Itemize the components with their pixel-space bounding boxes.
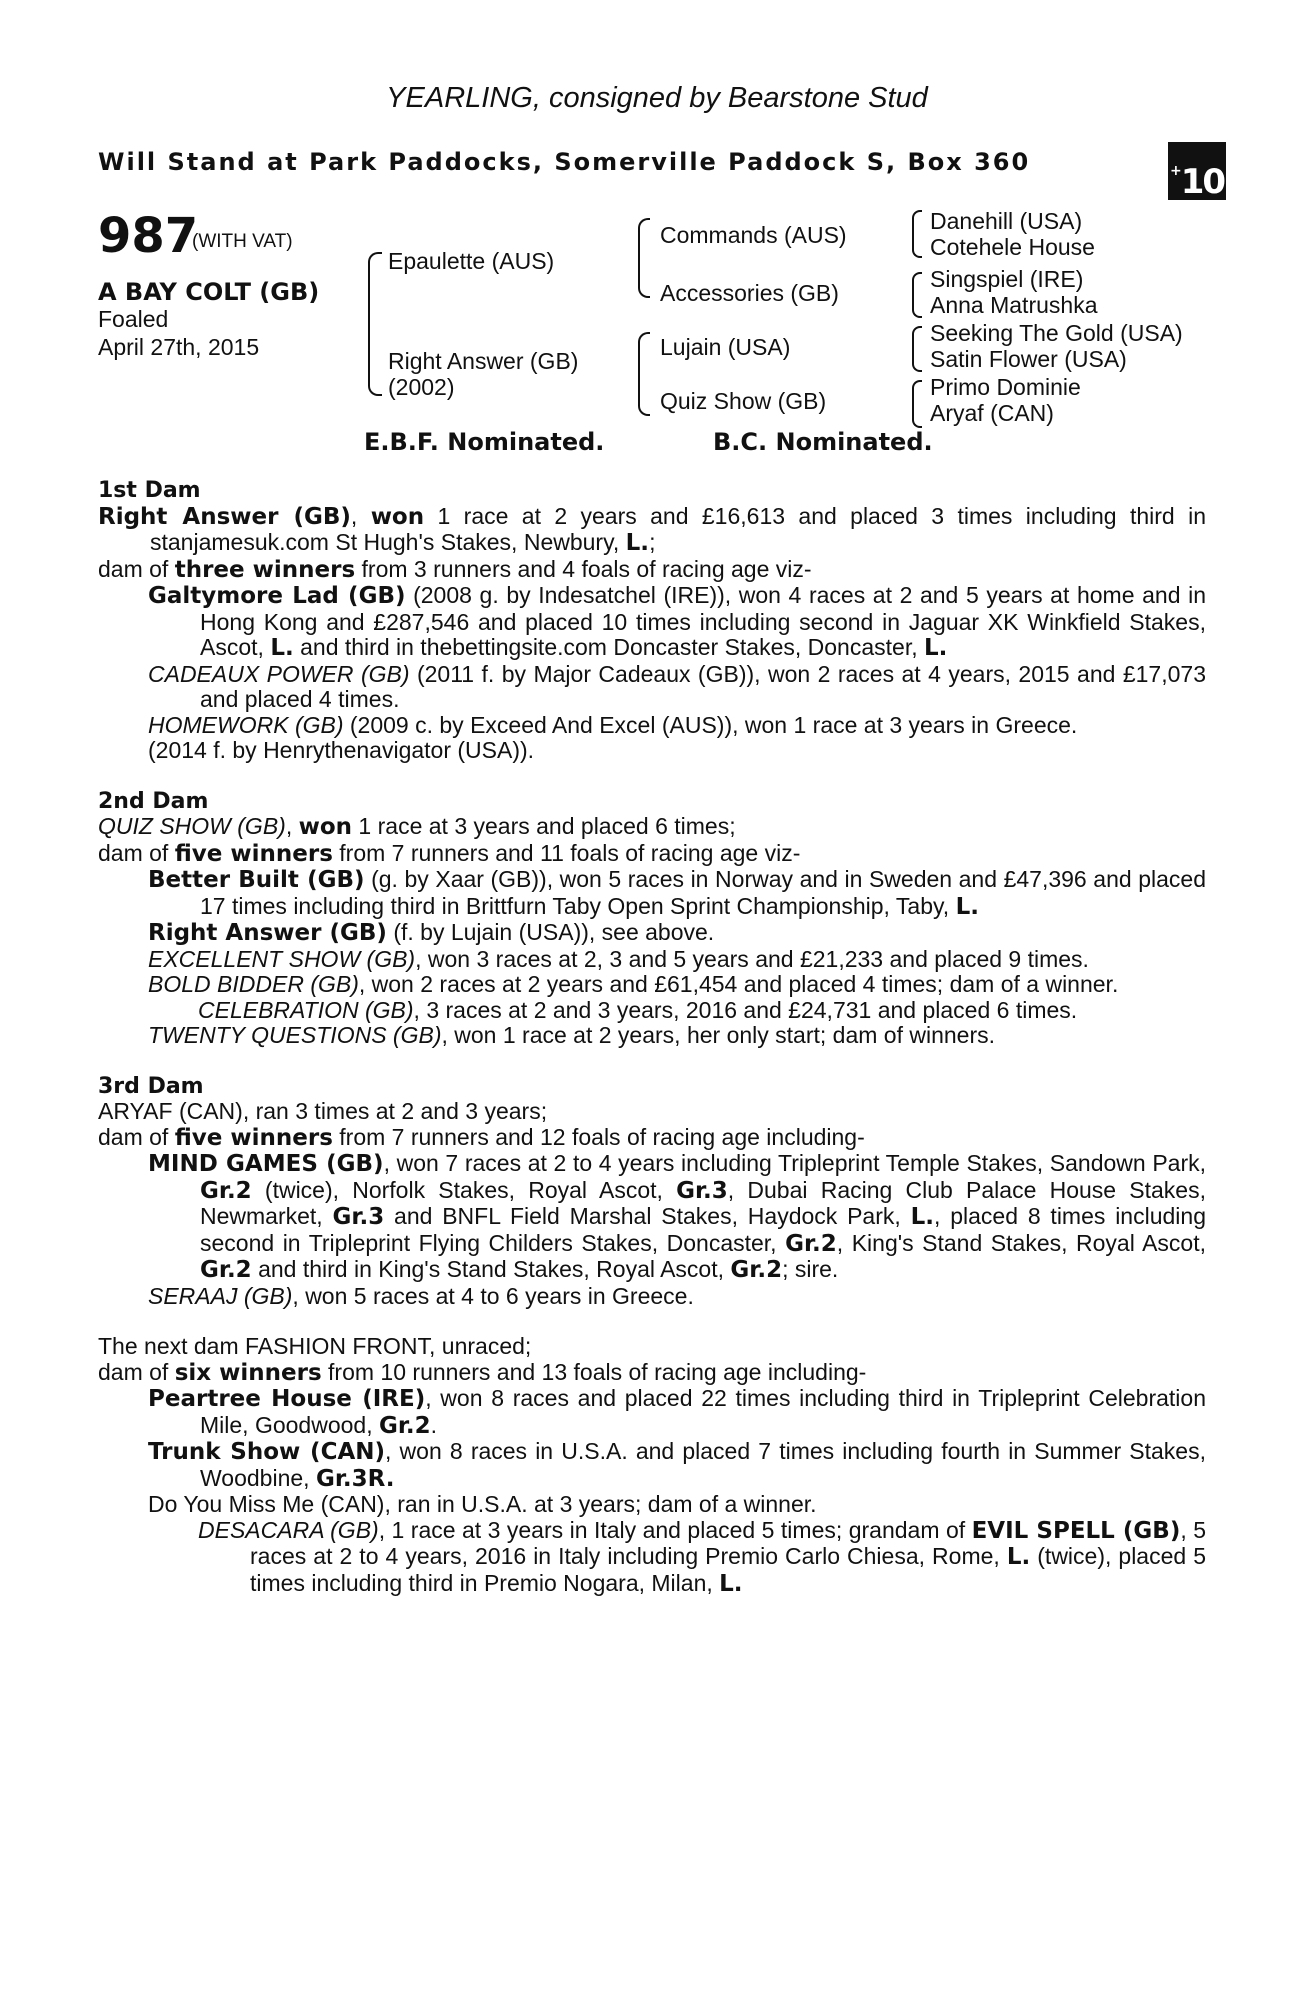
second-dam-heading: 2nd Dam	[98, 788, 209, 814]
first-dam-end: ;	[649, 529, 656, 555]
second-dam-offspring-5	[98, 1023, 1206, 1049]
catalogue-body	[98, 478, 1206, 1597]
offspring-name: Better Built (GB)	[148, 867, 365, 893]
first-dam-produce-summary	[98, 557, 1206, 584]
pedigree-brace-main	[368, 252, 382, 396]
offspring-text: , 1 race at 3 years in Italy and placed 5 times; grandam of	[378, 1516, 972, 1543]
pedigree-brace-g2	[912, 272, 922, 318]
offspring-text: (twice), placed 5 times including third in Premio Nogara, Milan,	[250, 1543, 1207, 1596]
ebf-nominated: E.B.F. Nominated.	[364, 428, 605, 456]
group-grade: Gr.2	[200, 1257, 252, 1283]
offspring-text: (f. by Lujain (USA)), see above.	[386, 919, 715, 945]
pedigree-g4: Anna Matrushka	[930, 292, 1098, 318]
offspring-text: , Dubai Racing Club Palace House Stakes, Newmarket,	[200, 1176, 1206, 1229]
pedigree-g2: Cotehele House	[930, 234, 1095, 260]
offspring-listed-2: L.	[924, 635, 948, 661]
offspring-name: Right Answer (GB)	[148, 920, 387, 946]
group-grade: Gr.2	[378, 1412, 431, 1439]
second-dam-summary-a: dam of	[98, 839, 175, 866]
offspring-text: and third in King's Stand Stakes, Royal Ascot,	[251, 1256, 731, 1282]
first-dam-offspring-3	[98, 713, 1206, 739]
offspring-listed: L.	[955, 893, 979, 920]
first-dam-sep: ,	[350, 502, 371, 529]
fourth-dam-summary-winners: six winners	[174, 1359, 322, 1386]
second-dam-name: QUIZ SHOW (GB)	[98, 813, 286, 839]
second-dam-produce-summary	[98, 841, 1206, 868]
second-dam-offspring-2	[98, 920, 1206, 947]
logo-plus: +	[1169, 163, 1180, 179]
third-dam-record: ARYAF (CAN), ran 3 times at 2 and 3 years;	[98, 1098, 548, 1124]
second-dam-offspring-4	[98, 972, 1206, 998]
offspring-text: and BNFL Field Marshal Stakes, Haydock Park,	[384, 1203, 911, 1229]
second-dam-offspring-1	[98, 867, 1206, 920]
group-grade: Gr.3	[676, 1177, 728, 1204]
second-dam-won: won	[298, 814, 353, 840]
fourth-dam-grand-offspring	[98, 1518, 1206, 1598]
offspring-text: , won 2 races at 2 years and £61,454 and placed 4 times; dam of a winner.	[358, 971, 1119, 997]
lot-description: A BAY COLT (GB)	[98, 278, 320, 306]
second-dam-grand-offspring	[98, 998, 1206, 1024]
second-dam-summary-winners: five winners	[174, 840, 333, 867]
offspring-text-2: and third in thebettingsite.com Doncaster Stakes, Doncaster,	[293, 634, 924, 660]
first-dam-won: won	[370, 503, 425, 530]
pedigree-brace-g1	[912, 210, 922, 258]
offspring-name: Peartree House (IRE)	[148, 1386, 426, 1412]
pedigree-dam: Right Answer (GB)	[388, 348, 579, 374]
second-dam-offspring-3	[98, 947, 1206, 973]
lot-number: 987	[98, 208, 199, 264]
third-dam-summary-winners: five winners	[174, 1124, 333, 1151]
fourth-dam-offspring-2	[98, 1439, 1206, 1492]
first-dam-offspring-1	[98, 583, 1206, 662]
pedigree-g7: Primo Dominie	[930, 374, 1081, 400]
offspring-name: SERAAJ (GB)	[148, 1282, 293, 1309]
pedigree-g8: Aryaf (CAN)	[930, 400, 1054, 426]
offspring-name: Galtymore Lad (GB)	[148, 583, 406, 609]
first-dam-summary-winners: three winners	[174, 556, 356, 583]
offspring-listed: L.	[910, 1204, 935, 1230]
first-dam-heading: 1st Dam	[98, 478, 201, 503]
pedigree-g6: Satin Flower (USA)	[930, 346, 1127, 372]
first-dam-listed: L.	[625, 530, 650, 556]
offspring-text: ; sire.	[782, 1256, 839, 1282]
offspring-text: (twice), Norfolk Stakes, Royal Ascot,	[251, 1176, 677, 1203]
group-grade: Gr.3R.	[315, 1465, 395, 1492]
fourth-dam-summary-c: from 10 runners and 13 foals of racing age including-	[321, 1358, 867, 1385]
offspring-name: BOLD BIDDER (GB)	[148, 971, 359, 997]
offspring-highlight: EVIL SPELL (GB)	[971, 1517, 1181, 1544]
first-dam-summary-a: dam of	[98, 555, 175, 582]
fourth-dam-record: The next dam FASHION FRONT, unraced;	[98, 1333, 532, 1359]
fourth-dam-summary-a: dam of	[98, 1358, 175, 1385]
offspring-text: , placed 8 times including second in Tripleprint Flying Childers Stakes, Doncaster,	[200, 1203, 1206, 1256]
third-dam-summary-a: dam of	[98, 1123, 175, 1150]
offspring-text: (2011 f. by Major Cadeaux (GB)), won 2 races at 4 years, 2015 and £17,073 and placed 4 times.	[200, 660, 1206, 712]
group-grade: Gr.2	[730, 1257, 783, 1283]
pedigree-sire-dam: Accessories (GB)	[660, 280, 839, 306]
third-dam-summary-c: from 7 runners and 12 foals of racing age including-	[332, 1123, 865, 1150]
first-dam-text: 1 race at 2 years and £16,613 and placed 3 times including third in stanjamesuk.com St Hugh's Stakes, Newbury,	[150, 502, 1206, 555]
pedigree-dam-sire: Lujain (USA)	[660, 334, 791, 360]
pedigree-brace-g3	[912, 326, 922, 372]
offspring-name: EXCELLENT SHOW (GB)	[148, 945, 416, 972]
offspring-name: MIND GAMES (GB)	[148, 1151, 384, 1177]
pedigree-g3: Singspiel (IRE)	[930, 266, 1084, 292]
offspring-text: (g. by Xaar (GB)), won 5 races in Norway and in Sweden and £47,396 and placed 17 times including third in Brittfurn Taby Open Sprint Championship, Taby,	[200, 866, 1206, 919]
offspring-text: , won 3 races at 2, 3 and 5 years and £21,233 and placed 9 times.	[415, 945, 1089, 972]
group-grade: Gr.3	[332, 1204, 385, 1230]
group-grade: Gr.2	[200, 1177, 252, 1204]
offspring-text: , won 7 races at 2 to 4 years including Tripleprint Temple Stakes, Sandown Park,	[383, 1150, 1206, 1176]
logo-text: 10	[1180, 162, 1225, 202]
fourth-dam-produce-summary	[98, 1360, 1206, 1387]
vat-note: (WITH VAT)	[192, 231, 293, 252]
foaled-label: Foaled	[98, 306, 169, 332]
offspring-listed: L.	[719, 1570, 743, 1597]
first-dam-offspring-4: (2014 f. by Henrythenavigator (USA)).	[148, 737, 535, 763]
pedigree-g1: Danehill (USA)	[930, 208, 1083, 234]
pedigree-dam-year: (2002)	[388, 374, 455, 400]
second-dam-summary-c: from 7 runners and 11 foals of racing age viz-	[332, 839, 801, 866]
offspring-text: , won 1 race at 2 years, her only start; dam of winners.	[441, 1022, 996, 1048]
offspring-text: , won 8 races in U.S.A. and placed 7 times including fourth in Summer Stakes, Woodbine,	[200, 1438, 1206, 1491]
third-dam-offspring-1	[98, 1151, 1206, 1284]
third-dam-heading: 3rd Dam	[98, 1073, 204, 1099]
bc-nominated: B.C. Nominated.	[713, 428, 933, 456]
pedigree-dam-dam: Quiz Show (GB)	[660, 388, 827, 414]
pedigree-sire: Epaulette (AUS)	[388, 248, 555, 274]
third-dam-produce-summary	[98, 1125, 1206, 1152]
second-dam-record	[98, 814, 1206, 841]
offspring-listed: L.	[1006, 1544, 1031, 1570]
first-dam-name: Right Answer (GB)	[98, 503, 351, 530]
sale-heading: YEARLING, consigned by Bearstone Stud	[386, 82, 928, 114]
second-dam-sep: ,	[285, 813, 299, 839]
pedigree-brace-sire	[638, 218, 650, 298]
offspring-text: , King's Stand Stakes, Royal Ascot,	[836, 1229, 1206, 1256]
pedigree-brace-dam	[638, 332, 650, 416]
second-dam-text: 1 race at 3 years and placed 6 times;	[352, 813, 736, 839]
fourth-dam-offspring-1	[98, 1386, 1206, 1439]
stabling-location: Will Stand at Park Paddocks, Somerville Paddock S, Box 360	[98, 148, 1031, 176]
first-dam-offspring-2	[98, 662, 1206, 713]
offspring-listed: L.	[270, 635, 294, 661]
offspring-name: Trunk Show (CAN)	[148, 1439, 386, 1465]
foaled-date: April 27th, 2015	[98, 334, 260, 360]
offspring-name: CADEAUX POWER (GB)	[148, 660, 410, 687]
pedigree-g5: Seeking The Gold (USA)	[930, 320, 1183, 346]
offspring-name: HOMEWORK (GB)	[148, 711, 344, 738]
offspring-name: TWENTY QUESTIONS (GB)	[148, 1022, 442, 1048]
offspring-end: .	[430, 1411, 438, 1438]
offspring-text: (2008 g. by Indesatchel (IRE)), won 4 races at 2 and 5 years at home and in Hong Kong and £287,546 and placed 10 times including second in Jaguar XK Winkfield Stakes, Ascot,	[200, 582, 1206, 660]
ten-plus-logo	[1168, 142, 1226, 200]
offspring-text: , won 5 races at 4 to 6 years in Greece.	[292, 1282, 694, 1309]
offspring-text: (2009 c. by Exceed And Excel (AUS)), won 1 race at 3 years in Greece.	[343, 711, 1078, 738]
offspring-name: DESACARA (GB)	[198, 1516, 379, 1543]
fourth-dam-offspring-3: Do You Miss Me (CAN), ran in U.S.A. at 3 years; dam of a winner.	[148, 1491, 817, 1517]
first-dam-record	[98, 504, 1206, 557]
offspring-text: , 5 races at 2 to 4 years, 2016 in Italy including Premio Carlo Chiesa, Rome,	[250, 1516, 1206, 1569]
first-dam-summary-c: from 3 runners and 4 foals of racing age viz-	[355, 555, 812, 582]
pedigree-brace-g4	[912, 380, 922, 428]
offspring-text: , 3 races at 2 and 3 years, 2016 and £24,731 and placed 6 times.	[413, 996, 1078, 1023]
offspring-name: CELEBRATION (GB)	[198, 996, 414, 1023]
group-grade: Gr.2	[785, 1230, 837, 1257]
pedigree-sire-sire: Commands (AUS)	[660, 222, 847, 248]
offspring-text: , won 8 races and placed 22 times including third in Tripleprint Celebration Mile, Goodwood,	[200, 1385, 1206, 1438]
third-dam-offspring-2	[98, 1284, 1206, 1310]
